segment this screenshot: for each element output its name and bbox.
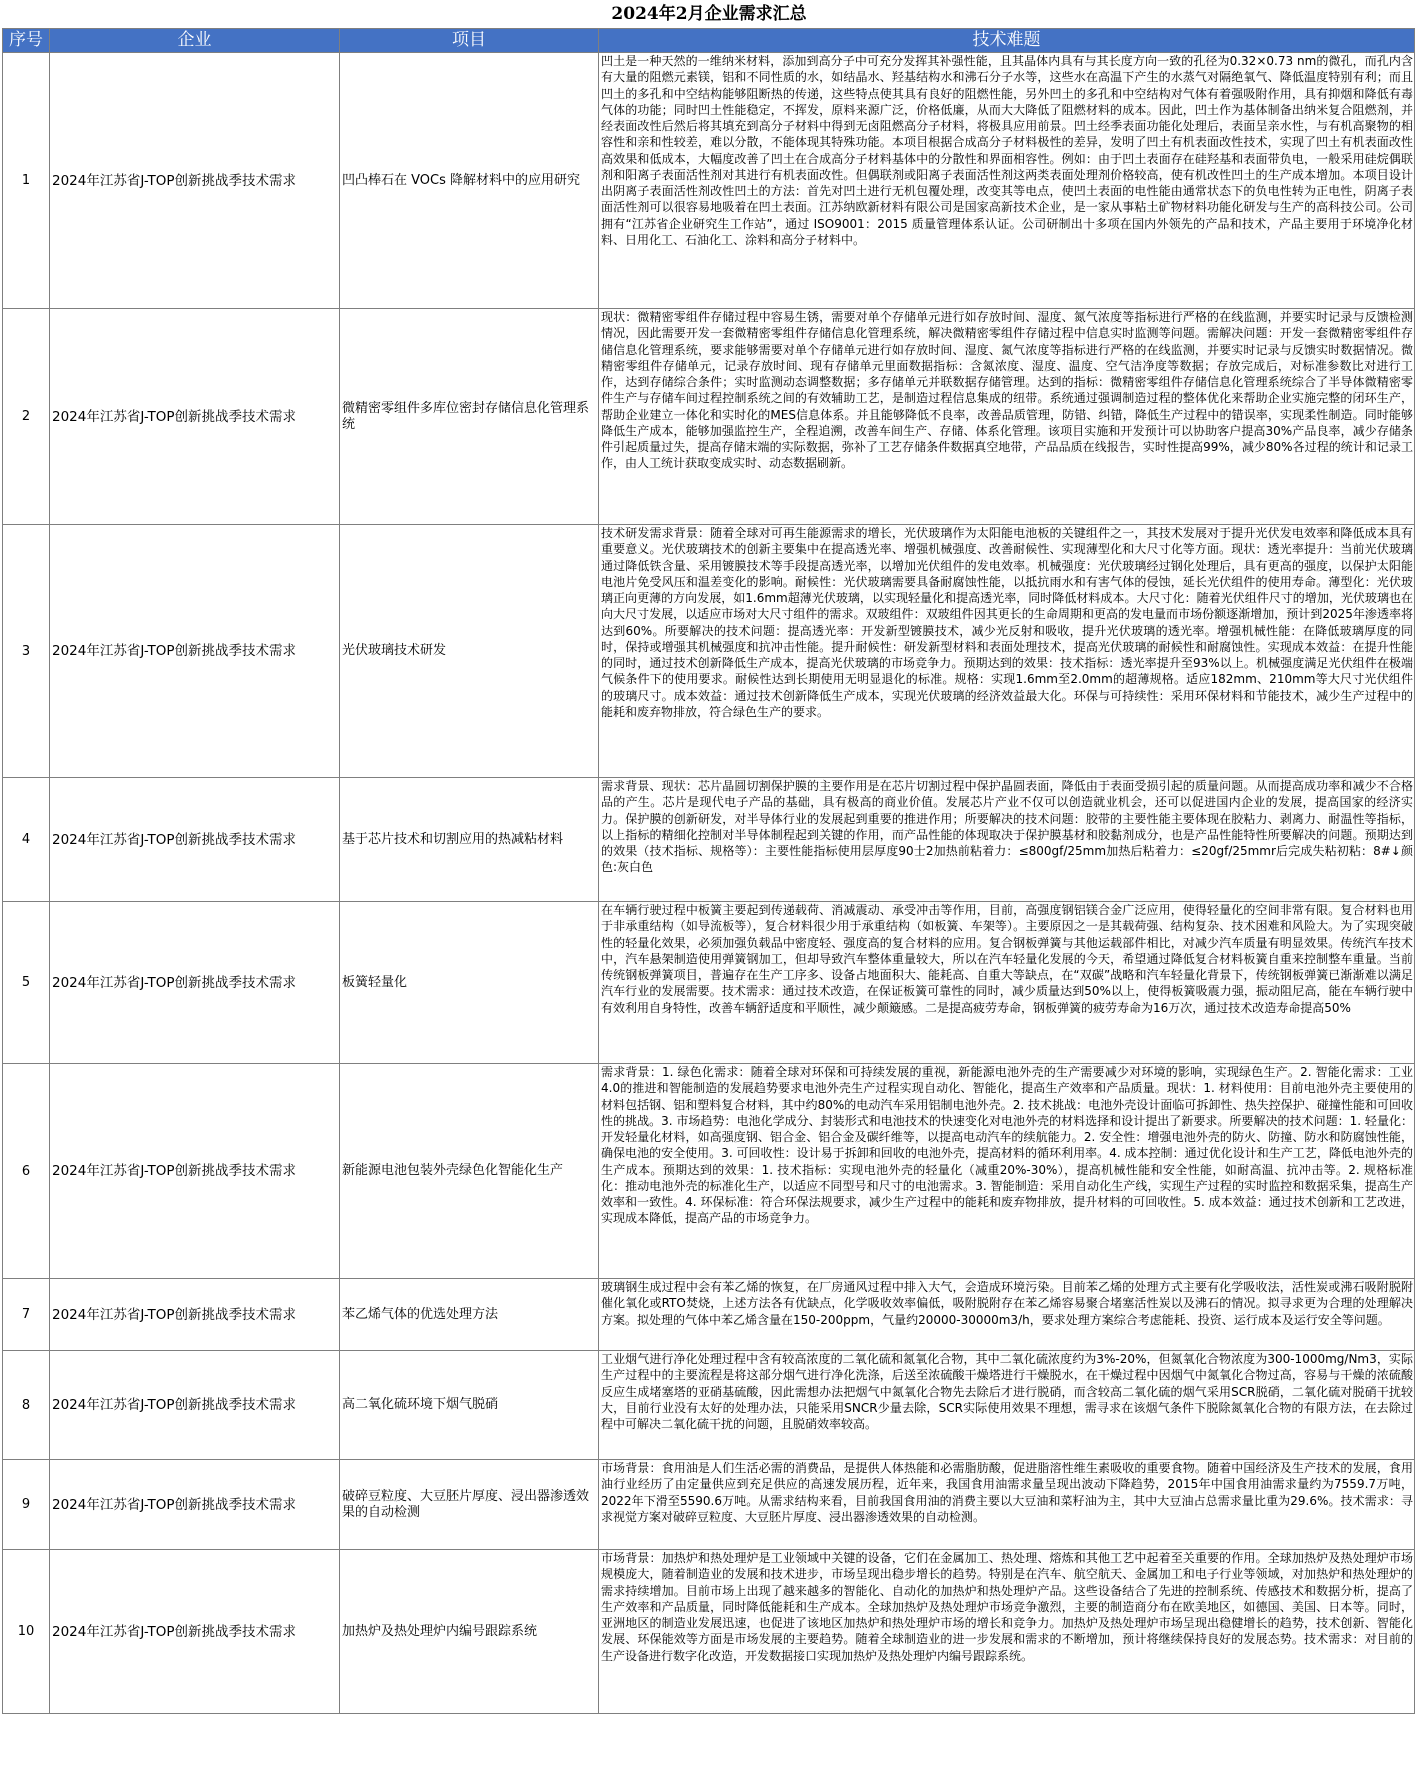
table-row xyxy=(3,1351,1415,1460)
company-cell[interactable]: 2024年江苏省J-TOP创新挑战季技术需求 xyxy=(50,53,340,309)
row-number[interactable]: 10 xyxy=(3,1550,50,1714)
difficulty-cell[interactable] xyxy=(599,1279,1415,1351)
row-number[interactable]: 1 xyxy=(3,53,50,309)
row-number[interactable]: 8 xyxy=(3,1351,50,1460)
table-row xyxy=(3,778,1415,902)
column-header-company[interactable]: 企业 xyxy=(50,29,340,53)
row-number[interactable]: 2 xyxy=(3,309,50,525)
project-cell[interactable]: 光伏玻璃技术研发 xyxy=(340,525,599,778)
company-cell[interactable]: 2024年江苏省J-TOP创新挑战季技术需求 xyxy=(50,1064,340,1279)
difficulty-cell[interactable] xyxy=(599,309,1415,525)
difficulty-text: 在车辆行驶过程中板簧主要起到传递载荷、消减震动、承受冲击等作用，目前，高强度钢铝镁合金广泛应用，使得轻量化的空间非常有限。复合材料也用于非承重结构（如导流板等），复合材料很少用于承重结构（如板簧、车架等）。主要原因之一是其载荷强、结构复杂、技术困难和风险大。为了实现突破性的轻量化效果，必须加强负载品中密度轻、强度高的复合材料的应用。复合钢板弹簧与其他运载部件相比，对减少汽车质量有明显效果。传统汽车技术中，汽车悬架制造使用弹簧钢加工，但却导致汽车整体重量较大，所以在汽车轻量化发展的今天，希望通过降低复合材料板簧自重来控制整车重量。当前传统钢板弹簧项目，普遍存在生产工序多、设备占地面积大、能耗高、自重大等缺点，在“双碳”战略和汽车轻量化背景下，传统钢板弹簧已渐渐难以满足汽车行业的发展需要。技术需求：通过技术改造，在保证板簧可靠性的同时，减少质量达到50%以上，使得板簧吸震力强，振动阻尼高，能在车辆行驶中有效利用自身特性，改善车辆舒适度和平顺性，减少颠簸感。二是提高疲劳寿命，钢板弹簧的疲劳寿命为16万次，通过技术改造寿命提高50% xyxy=(601,903,1413,1015)
table-row xyxy=(3,525,1415,778)
table-row xyxy=(3,1279,1415,1351)
project-cell[interactable]: 基于芯片技术和切割应用的热减粘材料 xyxy=(340,778,599,902)
table-row xyxy=(3,902,1415,1064)
difficulty-text: 需求背景：1. 绿色化需求：随着全球对环保和可持续发展的重视，新能源电池外壳的生产需要减少对环境的影响，实现绿色生产。2. 智能化需求：工业4.0的推进和智能制造的发展趋势要求电池外壳生产过程实现自动化、智能化，提高生产效率和产品质量。现状：1. 材料使用：目前电池外壳主要使用的材料包括钢、铝和塑料复合材料，其中约80%的电动汽车采用铝制电池外壳。2. 技术挑战：电池外壳设计面临可拆卸性、热失控保护、碰撞性能和可回收性的挑战。3. 市场趋势：电池化学成分、封装形式和电池技术的快速变化对电池外壳的材料选择和设计提出了新要求。所要解决的技术问题：1. 轻量化：开发轻量化材料，如高强度钢、铝合金、铝合金及碳纤维等，以提高电动汽车的续航能力。2. 安全性：增强电池外壳的防火、防撞、防水和防腐蚀性能，确保电池的安全使用。3. 可回收性：设计易于拆卸和回收的电池外壳，提高材料的循环利用率。4. 成本控制：通过优化设计和生产工艺，降低电池外壳的生产成本。预期达到的效果：1. 技术指标：实现电池外壳的轻量化（减重20%-30%），提高机械性能和安全性能，如耐高温、抗冲击等。2. 规格标准化：推动电池外壳的标准化生产，以适应不同型号和尺寸的电池需求。3. 智能制造：采用自动化生产线，实现生产过程的实时监控和数据采集，提高生产效率和一致性。4. 环保标准：符合环保法规要求，减少生产过程中的能耗和废弃物排放，提升材料的可回收性。5. 成本效益：通过技术创新和工艺改进，实现成本降低，提高产品的市场竞争力。 xyxy=(601,1065,1413,1226)
project-cell[interactable]: 微精密零组件多库位密封存储信息化管理系统 xyxy=(340,309,599,525)
row-number[interactable]: 3 xyxy=(3,525,50,778)
difficulty-text: 需求背景、现状：芯片晶圆切割保护膜的主要作用是在芯片切割过程中保护晶圆表面，降低由于表面受损引起的质量问题。从而提高成功率和减少不合格品的产生。芯片是现代电子产品的基础，具有极高的商业价值。发展芯片产业不仅可以创造就业机会，还可以促进国内企业的发展，提高国家的经济实力。保护膜的创新研发，对半导体行业的发展起到重要的推进作用；所要解决的技术问题：胶带的主要性能主要体现在胶粘力、剥离力、耐温性等指标，以上指标的精细化控制对半导体制程起到关键的作用，而产品性能的体现取决于保护膜基材和胶黏剂成分，也是产品性能特性所要解决的问题。预期达到的效果（技术指标、规格等）：主要性能指标使用层厚度90士2加热前粘着力：≤800gf/25mm加热后粘着力：≤20gf/25mmr后完成失粘初粘：8#↓颜色:灰白色 xyxy=(601,779,1413,875)
difficulty-cell[interactable] xyxy=(599,525,1415,778)
company-cell[interactable]: 2024年江苏省J-TOP创新挑战季技术需求 xyxy=(50,1460,340,1550)
difficulty-cell[interactable] xyxy=(599,53,1415,309)
difficulty-cell[interactable] xyxy=(599,1351,1415,1460)
company-cell[interactable]: 2024年江苏省J-TOP创新挑战季技术需求 xyxy=(50,1279,340,1351)
table-header-row xyxy=(3,29,1415,53)
difficulty-cell[interactable] xyxy=(599,778,1415,902)
row-number[interactable]: 6 xyxy=(3,1064,50,1279)
company-cell[interactable]: 2024年江苏省J-TOP创新挑战季技术需求 xyxy=(50,902,340,1064)
project-cell[interactable]: 新能源电池包装外壳绿色化智能化生产 xyxy=(340,1064,599,1279)
difficulty-text: 玻璃钢生成过程中会有苯乙烯的恢复，在厂房通风过程中排入大气，会造成环境污染。目前苯乙烯的处理方式主要有化学吸收法，活性炭或沸石吸附脱附催化氧化或RTO焚烧，上述方法各有优缺点，化学吸收效率偏低，吸附脱附存在苯乙烯容易聚合堵塞活性炭以及沸石的情况。拟寻求更为合理的处理解决方案。拟处理的气体中苯乙烯含量在150-200ppm，气量约20000-30000m3/h，要求处理方案综合考虑能耗、投资、运行成本及运行安全等问题。 xyxy=(601,1280,1413,1327)
company-cell[interactable]: 2024年江苏省J-TOP创新挑战季技术需求 xyxy=(50,525,340,778)
table-row xyxy=(3,1064,1415,1279)
project-cell[interactable]: 加热炉及热处理炉内编号跟踪系统 xyxy=(340,1550,599,1714)
difficulty-text: 市场背景：食用油是人们生活必需的消费品，是提供人体热能和必需脂肪酸，促进脂溶性维生素吸收的重要食物。随着中国经济及生产技术的发展，食用油行业经历了由定量供应到充足供应的高速发展历程，近年来，我国食用油需求量呈现出波动下降趋势，2015年中国食用油需求量约为7559.7万吨，2022年下滑至5590.6万吨。从需求结构来看，目前我国食用油的消费主要以大豆油和菜籽油为主，其中大豆油占总需求量比重为29.6%。技术需求：寻求视觉方案对破碎豆粒度、大豆胚片厚度、浸出器渗透效果的自动检测。 xyxy=(601,1461,1413,1524)
page-title: 2024年2月企业需求汇总 xyxy=(611,4,807,24)
row-number[interactable]: 9 xyxy=(3,1460,50,1550)
difficulty-text: 技术研发需求背景：随着全球对可再生能源需求的增长，光伏玻璃作为太阳能电池板的关键组件之一，其技术发展对于提升光伏发电效率和降低成本具有重要意义。光伏玻璃技术的创新主要集中在提高透光率、增强机械强度、改善耐候性、实现薄型化和大尺寸化等方面。现状：透光率提升：当前光伏玻璃通过降低铁含量、采用镀膜技术等手段提高透光率，以增加光伏组件的发电效率。机械强度：光伏玻璃经过钢化处理后，具有更高的强度，以保护太阳能电池片免受风压和温差变化的影响。耐候性：光伏玻璃需要具备耐腐蚀性能，以抵抗雨水和有害气体的侵蚀，延长光伏组件的使用寿命。薄型化：光伏玻璃正向更薄的方向发展，如1.6mm超薄光伏玻璃，以实现轻量化和提高透光率，同时降低材料成本。大尺寸化：随着光伏组件尺寸的增加，光伏玻璃也在向大尺寸发展，以适应市场对大尺寸组件的需求。双玻组件：双玻组件因其更长的生命周期和更高的发电量而市场份额逐渐增加，预计到2025年渗透率将达到60%。所要解决的技术问题：提高透光率：开发新型镀膜技术，减少光反射和吸收，提升光伏玻璃的透光率。增强机械性能：在降低玻璃厚度的同时，保持或增强其机械强度和抗冲击性能。提升耐候性：研发新型材料和表面处理技术，提高光伏玻璃的耐候性和耐腐蚀性。实现成本效益：在提升性能的同时，通过技术创新降低生产成本，提高光伏玻璃的市场竞争力。预期达到的效果：技术指标：透光率提升至93%以上。机械强度满足光伏组件在极端气候条件下的使用要求。耐候性达到长期使用无明显退化的标准。规格：实现1.6mm至2.0mm的超薄规格。适应182mm、210mm等大尺寸光伏组件的玻璃尺寸。成本效益：通过技术创新降低生产成本，实现光伏玻璃的经济效益最大化。环保与可持续性：采用环保材料和节能技术，减少生产过程中的能耗和废弃物排放，符合绿色生产的要求。 xyxy=(601,526,1413,719)
column-header-difficulty[interactable]: 技术难题 xyxy=(599,29,1415,53)
project-cell[interactable]: 苯乙烯气体的优选处理方法 xyxy=(340,1279,599,1351)
row-number[interactable]: 4 xyxy=(3,778,50,902)
project-cell[interactable]: 板簧轻量化 xyxy=(340,902,599,1064)
difficulty-text: 现状：微精密零组件存储过程中容易生锈，需要对单个存储单元进行如存放时间、湿度、氮气浓度等指标进行严格的在线监测，并要实时记录与反馈检测情况，因此需要开发一套微精密零组件存储信息化管理系统，解决微精密零组件存储过程中信息实时监测等问题。需解决问题：开发一套微精密零组件存储信息化管理系统，要求能够需要对单个存储单元进行如存放时间、湿度、氮气浓度等指标进行严格的在线监测，并要实时记录与反馈实时数据情况。微精密零组件存储单元，记录存放时间、现有存储单元里面数据指标：含氮浓度、湿度、温度、空气洁净度等数据；存放完成后，对标准参数比对进行工作，达到存储综合条件；实时监测动态调整数据；多存储单元并联数据存储管理。达到的指标：微精密零组件存储信息化管理系统综合了半导体微精密零件生产与存储车间过程控制系统之间的有效辅助工艺，是制造过程信息集成的纽带。系统通过强调制造过程的整体优化来帮助企业实施完整的闭环生产，帮助企业建立一体化和实时化的MES信息体系。并且能够降低不良率，改善品质管理，防错、纠错，降低生产过程中的错误率，实现柔性制造。同时能够降低生产成本，能够加强监控生产，全程追溯，改善车间生产、存储、体系化管理。该项目实施和开发预计可以协助客户提高30%产品良率，减少存储条件引起质量过失，提高存储末端的实际数据，弥补了工艺存储条件数据真空地带，产品品质在线报告，实时性提高99%，减少80%各过程的统计和记录工作，由人工统计获取变成实时、动态数据刷新。 xyxy=(601,310,1413,471)
difficulty-text: 凹土是一种天然的一维纳米材料，添加到高分子中可充分发挥其补强性能，且其晶体内具有与其长度方向一致的孔径为0.32×0.73 nm的微孔，而孔内含有大量的阻燃元素镁，铝和不同性质的水，如结晶水、羟基结构水和沸石分子水等，这些水在高温下产生的水蒸气对隔绝氧气、降低温度特别有利；而且凹土的多孔和中空结构能够阻断热的传递，这些特点使其具有良好的阻燃性能，另外凹土的多孔和中空结构对气体有着强吸附作用，具有抑烟和降低有毒气体的功能；同时凹土性能稳定，不挥发，原料来源广泛，价格低廉，从而大大降低了阻燃材料的成本。因此，凹土作为基体制备出纳米复合阻燃剂，并经表面改性后然后将其填充到高分子材料中得到无卤阻燃高分子材料，将极具应用前景。凹土经季表面功能化处理后，表面呈亲水性，与有机高聚物的相容性和亲和性较差，难以分散，不能体现其特殊功能。本项目根据合成高分子材料极性的差异，发明了凹土有机表面改性技术，实现了凹土有机表面改性高效果和低成本，大幅度改善了凹土在合成高分子材料基体中的分散性和界面相容性。例如：由于凹土表面存在硅羟基和表面带负电，一般采用硅烷偶联剂和阳离子表面活性剂对其进行有机表面改性。但偶联剂或阳离子表面活性剂这两类表面处理剂价格较高，使有机改性凹土的生产成本增加。本项目设计出阴离子表面活性剂改性凹土的方法：首先对凹土进行无机包覆处理，改变其等电点，使凹土表面的电性能由通常状态下的负电性转为正电性，阴离子表面活性剂可以很容易地吸着在凹土表面。江苏纳欧新材料有限公司是国家高新技术企业，是一家从事粘土矿物材料功能化研发与生产的高科技公司。公司拥有“江苏省企业研究生工作站”，通过 ISO9001：2015 质量管理体系认证。公司研制出十多项在国内外领先的产品和技术，产品主要用于环境净化材料、日用化工、石油化工、涂料和高分子材料中。 xyxy=(601,54,1413,247)
company-cell[interactable]: 2024年江苏省J-TOP创新挑战季技术需求 xyxy=(50,309,340,525)
requirements-table xyxy=(2,28,1415,1714)
difficulty-text: 工业烟气进行净化处理过程中含有较高浓度的二氧化硫和氮氧化合物，其中二氧化硫浓度约为3%-20%，但氮氧化合物浓度为300-1000mg/Nm3，实际生产过程中的主要流程是将这部分烟气进行净化洗涤，后送至浓硫酸干燥塔进行干燥脱水，在干燥过程中因烟气中氮氧化合物过高，容易与干燥的浓硫酸反应生成堵塞塔的亚硝基硫酸，因此需想办法把烟气中氮氧化合物先去除后才进行脱硝，而含较高二氧化硫的烟气采用SCR脱硝，二氧化硫对脱硝干扰较大，目前行业没有太好的处理办法，只能采用SNCR少量去除，SCR实际使用效果不理想，需寻求在该烟气条件下脱除氮氧化合物的有限方法，在去除过程中可解决二氧化硫干扰的问题，且脱硝效率较高。 xyxy=(601,1352,1413,1431)
difficulty-cell[interactable] xyxy=(599,902,1415,1064)
row-number[interactable]: 7 xyxy=(3,1279,50,1351)
difficulty-text: 市场背景：加热炉和热处理炉是工业领域中关键的设备，它们在金属加工、热处理、熔炼和其他工艺中起着至关重要的作用。全球加热炉及热处理炉市场规模庞大，随着制造业的发展和技术进步，市场呈现出稳步增长的趋势。特别是在汽车、航空航天、金属加工和电子行业等领域，对加热炉和热处理炉的需求持续增加。目前市场上出现了越来越多的智能化、自动化的加热炉和热处理炉产品。这些设备结合了先进的控制系统、传感技术和数据分析，提高了生产效率和产品质量，同时降低能耗和生产成本。全球加热炉及热处理炉市场竞争激烈，主要的制造商分布在欧美地区，如德国、美国、日本等。同时，亚洲地区的制造业发展迅速，也促进了该地区加热炉和热处理炉市场的增长和竞争力。加热炉及热处理炉市场呈现出稳健增长的趋势，技术创新、智能化发展、环保能效等方面是市场发展的主要趋势。随着全球制造业的进一步发展和需求的不断增加，预计将继续保持良好的发展态势。技术需求：对目前的生产设备进行数字化改造，开发数据接口实现加热炉及热处理炉内编号跟踪系统。 xyxy=(601,1551,1413,1663)
column-header-project[interactable]: 项目 xyxy=(340,29,599,53)
project-cell[interactable]: 凹凸棒石在 VOCs 降解材料中的应用研究 xyxy=(340,53,599,309)
table-row xyxy=(3,1550,1415,1714)
project-cell[interactable]: 高二氧化硫环境下烟气脱硝 xyxy=(340,1351,599,1460)
column-header-no[interactable]: 序号 xyxy=(3,29,50,53)
table-row xyxy=(3,309,1415,525)
row-number[interactable]: 5 xyxy=(3,902,50,1064)
table-row xyxy=(3,1460,1415,1550)
table-row xyxy=(3,53,1415,309)
company-cell[interactable]: 2024年江苏省J-TOP创新挑战季技术需求 xyxy=(50,778,340,902)
company-cell[interactable]: 2024年江苏省J-TOP创新挑战季技术需求 xyxy=(50,1550,340,1714)
difficulty-cell[interactable] xyxy=(599,1460,1415,1550)
company-cell[interactable]: 2024年江苏省J-TOP创新挑战季技术需求 xyxy=(50,1351,340,1460)
project-cell[interactable]: 破碎豆粒度、大豆胚片厚度、浸出器渗透效果的自动检测 xyxy=(340,1460,599,1550)
difficulty-cell[interactable] xyxy=(599,1550,1415,1714)
difficulty-cell[interactable] xyxy=(599,1064,1415,1279)
